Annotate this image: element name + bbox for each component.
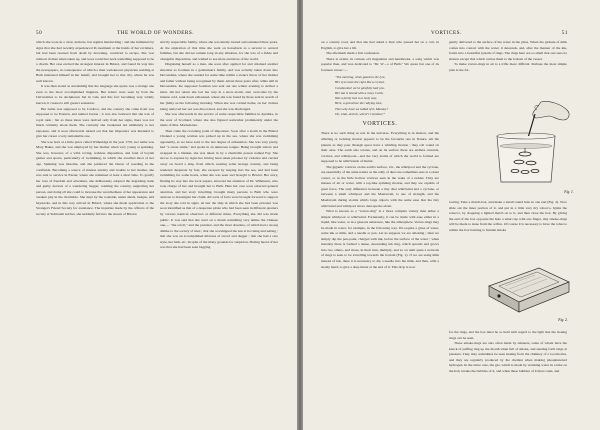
poem-line: Carabooina! we've gleefully hail you. (335, 85, 385, 90)
paragraph: To make vortex-rings in air is a trifle more difficult. Perhaps the most simple plan is the fol- (449, 62, 567, 72)
paragraph: She was born at a little place called Witheridge in the year 1791, her name was Mary Baker, and she was employed by her mother when very young at spinning. She was, however, of a wild, roving, reckless disposition, and fond of boyish games and sports, particularly of swimming, in which she excelled most of her age. Spinning was irksome, and she preferred the labour of weeding in the cornfields. Becoming a source of intense anxiety and trouble to her mother, she was sent to service in Exeter, where she remained at least a short time. To gratify her love of freedom and adventure, she deliberately adopted the degrading trade and guilty devices of a wandering beggar, roaming the country, neglecting her person, and doing all she could to increase the wretchedness of her appearance and awaken pity in the charitable. She slept by the roadside, under sheds, hedges, and haystacks, and in this way arrived in Bristol, where she made application to the Stranger's Friend Society for assistance. The inquiries made by the officers of the society at Sidmouth led her, she suddenly fell into the streets of Bristol. (36, 139, 154, 216)
left-column-2 (160, 40, 278, 251)
left-running-head (36, 30, 279, 36)
paragraph: lowing. Take a match-box, and make a small round hole in one end (Fig. 2). Now slide out the inner portion of it, and put in a little very dry tobacco. Ignite the tobacco, by dropping a lighted match on to it, and then close the box. By giving the end of the box opposite the hole a smart tap with one finger, tiny smoke-rings will be made to issue from the orifice. Of course it is necessary to have the tobacco within the box burning to furnish smoke (449, 200, 567, 232)
paragraph: Disguising herself as a man, she soon after applied for and obtained another situation as footman in a gentleman's family, and was actually taken down into Devonshire, where she resided for some time within a stone's throw of her mother and father without being recognised by them. About three years after, while still in Devonshire, the supposed footman was sent out one winter evening to deliver a letter. On her return she lost her way in a snow-storm, and, overcome by the intense cold, sank down exhausted, where she was found by those sent in search of her (him) on the following morning. When she was carried home, on her clothes being removed her sex was discovered, and she was discharged. (160, 62, 278, 111)
figure-1-illustration (479, 96, 579, 188)
right-running-title: VORTICES. (430, 30, 462, 36)
poem-line: Her eyes have the right like a crystal, (335, 80, 385, 85)
poem-line: "The morning, when gazed to the lyre, (335, 75, 386, 80)
paragraph: The aftermath made a full confession. (326, 51, 380, 56)
left-page-number: 50 (36, 30, 43, 36)
poem-line: Her hat is bound with a rosey Carib, (335, 90, 384, 95)
figure-1-caption: Fig. 1. (564, 190, 574, 194)
section-title: VORTICES. (362, 120, 398, 127)
paragraph: She was afterwards in the service of some respectable families in Ayrshire, in the west of Scotland, where she also figured somewhat prominently under the name of Mrs. Mackenzies. (160, 112, 278, 128)
poem-line: Was a pretty lass in a lusty way, (335, 96, 377, 101)
paragraph: These smoke-rings are also often made by smokers, some of whom have the knack of puffing ring up the mouth when full of smoke, and sending forth rings at pleasure. They may sometimes be seen issuing from the chimney of a locomotive, and they are regularly produced by the chemist when making phosphuretted hydrogen. In the latter case, the gas, which is made by warming water in a tube on the hob, breaks the bubbles of it, and when these bubbles of it then count, and (449, 341, 567, 373)
poem-verse (321, 75, 439, 117)
paragraph: strictly respectable family, where she was kindly treated and remained three years. At the expiration of that time she went on horseback as a servant to several families, but she did not remain long in any situation, for she was of a fickle and changeful disposition, and wished to see more and more of the world. (160, 40, 278, 61)
left-page (0, 0, 297, 430)
right-column-2 (449, 40, 567, 73)
right-running-head (321, 30, 568, 36)
figure-2-caption: Fig. 2. (558, 318, 568, 322)
right-column-2-bottom (449, 330, 567, 374)
poem-line: Here, a grand bee the rallying tone, (335, 101, 383, 106)
paragraph: which she wore in a clear, delicate, but regular handwriting ; and she intimated by signs that she had recently experienced ill-treatment at the hands of her ravishers, but had been rescued from death by drowning, contrived to escape. She was without clothes when taken up, and wore round her neck something supposed to be a charm. Her case excited the strongest interest in Bristol, and found its way into the newspapers, in consequence of which a then well-known physician residing at Bath interested himself in her behalf, and brought her to that city, where he was well known. (36, 40, 155, 83)
paragraph: Her name was supposed to be Caraboo, and the country she came from was supposed to be Eastern, and named Javasu ; it was also believed that she was of royal rank ; but as these ideas were derived only from her signs, there was not much certainty about them. The curiosity she awakened led ultimately to her exposure, and it soon afterwards turned out that her imposture was intended to give her career a very remarkable one. (36, 106, 154, 139)
paragraph: It was then stated as astonishing that the language she spoke was a strange one even to the most accomplished linguists. Her letters were seen by both the Universities to be deciphered, but in vain, and this fact becoming very widely known, it created a still greater sensation. (36, 84, 154, 106)
paragraph: for the rings, and the box must be so held with regard to the light that the issuing rings can be seen. (449, 330, 567, 340)
right-page-number: 51 (561, 30, 568, 36)
poem-line: Oh, what, and oh, where's Caraboo?" (335, 111, 385, 116)
paragraph: There is no such thing as rest in the universe. Everything is in motion, and the whirling or twisting motion appears to be the favourite one in Nature. All the planets as they pass through space have a whirling motion ; they roll round on their axes. The earth also rotates, and on its surface there are endless currents, vortices, and whirlpools—and the very atoms of which the world is formed are supposed to be whirlwinds of matter. (321, 131, 439, 164)
poem-line: Then why have we talked of it, Mammy? (335, 106, 389, 111)
paragraph: What is known as a "vortex-ring" is a more complex variety than either a simple whirlpool or whirlwind. Fortunately, it can be made with ease either in a liquid, like water, or in a gaseous substance, like the atmosphere. Vortex-rings may be made in water, for example, in the following way. We require a glass of water, some ink or milk, and a needle or pen. Let us suppose we are smoking ; then we simply dip the pen-point, charged with ink, below the surface of the water ; when instantly there is formed a dense, descending ink ring, which spreads and grows into two others, and those, in their turn, multiply, and so on until quite a network of rings is seen to be travelling towards the bottom (Fig. 1). If we are using milk instead of ink, there it is necessary to dip a needle into the milk, and then, with a steady hand, to give a deep thrust at the end of it. This drop is now (321, 209, 439, 269)
paragraph: There is extant, in curious old magazines and handbooks, a song which was popular then, and was dedicated to "Dr. W—s of Bath." We quote but one of its fourteen verses :— (321, 56, 439, 72)
paragraph: The gigantic vortices on the earth's surface, viz., the whirlpool and the cyclone, are essentially of the same nature as the eddy of dust one sometimes sees at a street corner, or as the little hollow vortices seen in the wake of a rudder. They are masses of air or water, with a top-like spinning motion, and they are capable of great force. The only difference between a tiny dust whirlwind and a cyclone, or between a small whirlpool and the Maelstrom, is one of strength, and the Maelstrom during storms whirls large objects with the same ease that the tiny whirlwind and whirlpool move dust-specks about. (321, 164, 439, 208)
right-page (303, 0, 600, 430)
right-column-1 (321, 40, 439, 270)
right-column-2-middle (449, 200, 567, 233)
paragraph: on a country road, and that she had asked a man who passed her on a cart, in English, to give her a lift. (321, 40, 439, 50)
left-column-1 (36, 40, 154, 218)
paragraph: Then came the crowning point of imposture. Soon after a storm in the Bristol Channel a young woman was picked up in the sea, where she was swimming apparently, as we have said, to the last degree of exhaustion. She was very pretty, had "a sweet smile," and spoke in an unknown tongue. Being brought ashore and wrapped in a blanket, she was taken in by a charitable person named Fay. She strove to express by signs her having been taken prisoner by violence and carried away on board a ship, from which, nearing some strange country, and being rendered desperate by fear, she escaped by leaping into the sea, and had been swimming for some hours, when she was seen and brought to Bristol. Her story, finding its way into the local papers, attracted the attention of Dr. Wilkinson, who took charge of her and brought her to Bath. Here her case soon attracted general attention, and her story travelling, brought many persons to Bath who were anxious to investigate her claim. All sorts of facts were brought forward to support the story she told in signs. At last the ship in which she had been prisoner was soon identified as that of a desperate pirate who had been seen in different quarters by various nautical observers at different times. Everything she did was made public. It was said that she went on a charm something very unlike the Chinese one,— "the scroll," and the prettiest, and the most absolute, of which had a strong dislike to the society of men ; that she worshipped the sun at its rising and setting ; that she was an accomplished mistress of sword and dagger ; that she had a rare style, her bath, etc. In spite of the many grounds for suspicion. Having heard of her was that she had been seen begging (160, 128, 278, 250)
paragraph: gently delivered to the surface of the water in the glass. When the globule of milk comes into contact with the water, it descends, and, after the manner of the ink, forms into a beautiful system of rings. The rings here are so small that one sees no motion except that which carries them to the bottom of the vessel. (449, 40, 567, 61)
left-running-title: THE WORLD OF WONDERS. (117, 30, 195, 36)
figure-2-illustration (479, 258, 575, 318)
